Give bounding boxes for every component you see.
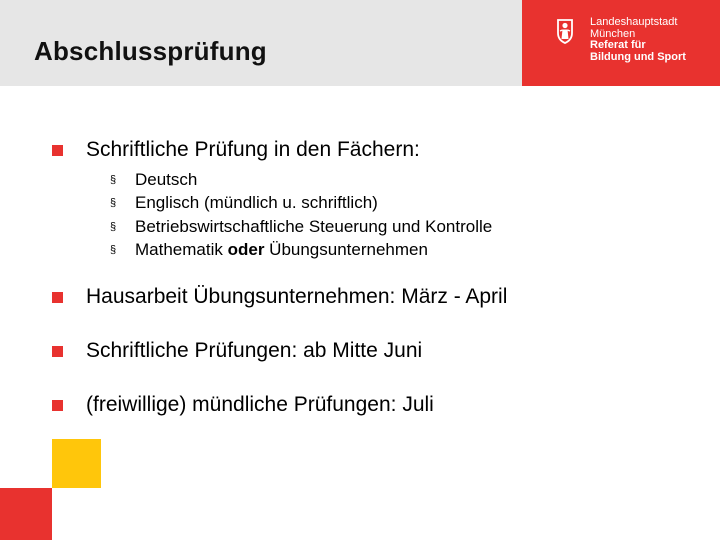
sub-list-item bbox=[110, 215, 492, 239]
bullet-text: Schriftliche Prüfung in den Fächern: bbox=[86, 138, 420, 161]
bullet-item bbox=[52, 138, 420, 162]
section-bullet-icon: § bbox=[110, 220, 117, 233]
logo-line-city2: München bbox=[590, 27, 636, 40]
bullet-text: (freiwillige) mündliche Prüfungen: Juli bbox=[86, 393, 434, 416]
header-bar bbox=[0, 0, 522, 86]
sub-list-item bbox=[110, 239, 492, 263]
sub-item-text: Betriebswirtschaftliche Steuerung und Kontrolle bbox=[135, 216, 493, 236]
bullet-item bbox=[52, 285, 507, 309]
sub-item-emphasis: oder bbox=[227, 240, 265, 260]
munich-emblem-icon bbox=[555, 18, 575, 44]
red-square-bullet-icon bbox=[52, 400, 63, 411]
bullet-text: Schriftliche Prüfungen: ab Mitte Juni bbox=[86, 339, 423, 362]
logo-line-dept2: Bildung und Sport bbox=[590, 50, 686, 63]
red-square-bullet-icon bbox=[52, 145, 63, 156]
sub-item-text bbox=[135, 240, 428, 260]
bullet-item bbox=[52, 339, 422, 363]
logo-line-dept: Referat für bbox=[590, 39, 646, 51]
red-square-bullet-icon bbox=[52, 346, 63, 357]
bullet-text: Hausarbeit Übungsunternehmen: März - April bbox=[86, 285, 508, 308]
section-bullet-icon: § bbox=[110, 173, 117, 186]
sub-item-text: Deutsch bbox=[135, 169, 198, 189]
red-square-bullet-icon bbox=[52, 292, 63, 303]
sub-item-text-part: Übungsunternehmen bbox=[264, 240, 428, 260]
slide-title: Abschlussprüfung bbox=[34, 36, 267, 66]
decorative-red-square bbox=[0, 488, 52, 540]
bullet-item bbox=[52, 393, 434, 417]
decorative-yellow-square bbox=[52, 439, 101, 488]
section-bullet-icon: § bbox=[110, 197, 117, 210]
section-bullet-icon: § bbox=[110, 244, 117, 257]
sub-item-text: Englisch (mündlich u. schriftlich) bbox=[135, 193, 378, 213]
logo-line-city: Landeshauptstadt bbox=[590, 16, 678, 28]
sub-list-item bbox=[110, 168, 492, 192]
sub-list-item bbox=[110, 192, 492, 216]
sub-list bbox=[110, 168, 492, 262]
sub-item-text-part: Mathematik bbox=[135, 240, 228, 260]
city-logo bbox=[522, 0, 720, 86]
